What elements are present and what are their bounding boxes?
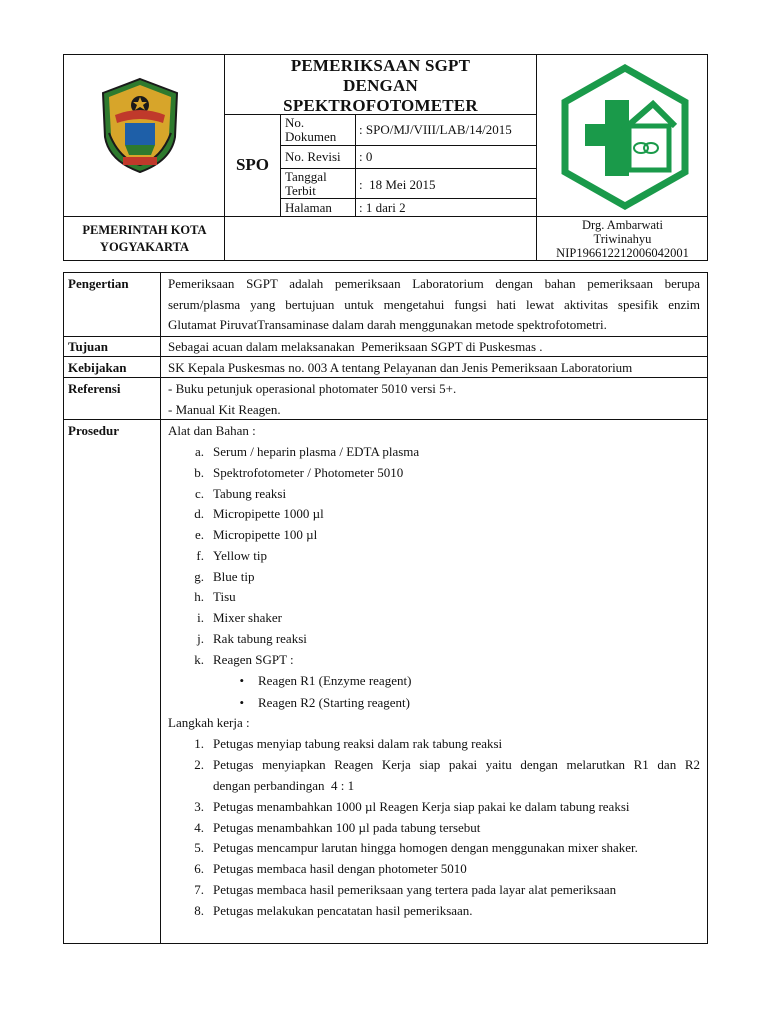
document-title — [225, 56, 536, 116]
list-text: Petugas menyiap tabung reaksi dalam rak tabung reaksi — [213, 736, 503, 751]
signatory — [537, 218, 708, 260]
meta-label-no-dokumen: No. Dokumen — [285, 115, 337, 144]
meta-value-no-revisi: : 0 — [359, 149, 373, 164]
list-text: Yellow tip — [213, 548, 267, 563]
list-marker: 7. — [194, 882, 204, 897]
list-text: Spektrofotometer / Photometer 5010 — [213, 465, 404, 480]
list-text: Micropipette 1000 µl — [213, 506, 324, 521]
meta-label-halaman: Halaman — [285, 200, 332, 215]
list-marker: i. — [197, 610, 204, 625]
content-divider — [63, 356, 708, 357]
list-text: Petugas membaca hasil pemeriksaan yang tertera pada layar alat pemeriksaan — [213, 882, 617, 897]
meta-value-halaman: : 1 dari 2 — [359, 200, 406, 215]
list-marker: h. — [194, 589, 204, 604]
list-marker: f. — [196, 548, 204, 563]
content-divider — [63, 336, 708, 337]
title-line: SPEKTROFOTOMETER — [283, 96, 478, 115]
list-text: Blue tip — [213, 569, 255, 584]
referensi-line: - Buku petunjuk operasional photomater 5010 versi 5+. — [168, 381, 457, 396]
list-marker: 5. — [194, 840, 204, 855]
signatory-line: Drg. Ambarwati — [581, 218, 663, 232]
title-line: DENGAN — [343, 76, 418, 95]
header-divider — [355, 114, 356, 216]
government-line: PEMERINTAH KOTA — [82, 223, 207, 237]
list-marker: c. — [194, 486, 204, 501]
section-label-kebijakan: Kebijakan — [68, 360, 127, 375]
list-marker: d. — [194, 506, 204, 521]
list-marker: 1. — [194, 736, 204, 751]
signatory-line: NIP196612212006042001 — [556, 246, 689, 260]
langkah-heading: Langkah kerja : — [168, 715, 250, 730]
list-text: Petugas melakukan pencatatan hasil pemeriksaan. — [213, 903, 473, 918]
list-text: Reagen SGPT : — [213, 652, 294, 667]
list-text: Rak tabung reaksi — [213, 631, 307, 646]
signatory-line: Triwinahyu — [593, 232, 652, 246]
section-label-tujuan: Tujuan — [68, 339, 108, 354]
government-name — [64, 222, 225, 256]
list-marker: b. — [194, 465, 204, 480]
alat-heading: Alat dan Bahan : — [168, 423, 256, 438]
list-text: Tisu — [213, 589, 236, 604]
header-divider — [280, 114, 281, 216]
puskesmas-logo — [557, 64, 693, 210]
content-divider — [160, 272, 161, 944]
list-marker: g. — [194, 569, 204, 584]
list-marker: 8. — [194, 903, 204, 918]
meta-label-tanggal-terbit: Tanggal Terbit — [285, 169, 327, 198]
list-marker: 6. — [194, 861, 204, 876]
bullet-icon: • — [239, 695, 244, 710]
list-text: Petugas menambahkan 100 µl pada tabung tersebut — [213, 820, 481, 835]
list-marker: 2. — [194, 757, 204, 772]
spo-label: SPO — [235, 155, 270, 174]
meta-value-tanggal-terbit: : 18 Mei 2015 — [359, 177, 436, 192]
list-text: Reagen R2 (Starting reagent) — [258, 695, 410, 710]
content-divider — [63, 377, 708, 378]
list-text: Serum / heparin plasma / EDTA plasma — [213, 444, 420, 459]
list-text: Petugas menyiapkan Reagen Kerja siap pakai yaitu dengan melarutkan R1 dan R2 — [213, 757, 700, 772]
referensi-line: - Manual Kit Reagen. — [168, 402, 281, 417]
list-text: Petugas mencampur larutan hingga homogen dengan menggunakan mixer shaker. — [213, 840, 638, 855]
list-text: Micropipette 100 µl — [213, 527, 318, 542]
list-text: Mixer shaker — [213, 610, 282, 625]
list-marker: a. — [194, 444, 204, 459]
pengertian-line: Pemeriksaan SGPT adalah pemeriksaan Laboratorium dengan bahan pemeriksaan berupa — [168, 276, 700, 291]
list-marker: j. — [197, 631, 204, 646]
pengertian-line: serum/plasma yang bertujuan untuk mengetahui fungsi hati lewat aktivitas spesifik enzim — [168, 297, 700, 312]
header-divider — [280, 198, 536, 199]
section-label-prosedur: Prosedur — [68, 423, 120, 438]
title-line: PEMERIKSAAN SGPT — [290, 56, 471, 75]
tujuan-text: Sebagai acuan dalam melaksanakan Pemeriksaan SGPT di Puskesmas . — [168, 339, 543, 354]
meta-label-no-revisi: No. Revisi — [285, 149, 341, 164]
list-marker: e. — [194, 527, 204, 542]
list-marker: 3. — [194, 799, 204, 814]
bullet-icon: • — [239, 673, 244, 688]
government-line: YOGYAKARTA — [99, 240, 190, 254]
list-marker: 4. — [194, 820, 204, 835]
list-text: Petugas menambahkan 1000 µl Reagen Kerja siap pakai ke dalam tabung reaksi — [213, 799, 630, 814]
city-emblem-logo — [95, 75, 185, 175]
list-text: Reagen R1 (Enzyme reagent) — [258, 673, 412, 688]
header-divider — [280, 145, 536, 146]
pengertian-line: Glutamat PiruvatTransaminase dalam darah menggunakan metode spektrofotometri. — [168, 317, 607, 332]
list-text: Petugas membaca hasil dengan photometer 5010 — [213, 861, 467, 876]
content-divider — [63, 419, 708, 420]
list-text: dengan perbandingan 4 : 1 — [213, 778, 355, 793]
meta-value-no-dokumen: : SPO/MJ/VIII/LAB/14/2015 — [359, 122, 512, 137]
section-label-pengertian: Pengertian — [68, 276, 129, 291]
kebijakan-text: SK Kepala Puskesmas no. 003 A tentang Pelayanan dan Jenis Pemeriksaan Laboratorium — [168, 360, 633, 375]
header-divider — [63, 216, 708, 217]
section-label-referensi: Referensi — [68, 381, 121, 396]
list-text: Tabung reaksi — [213, 486, 287, 501]
list-marker: k. — [194, 652, 204, 667]
